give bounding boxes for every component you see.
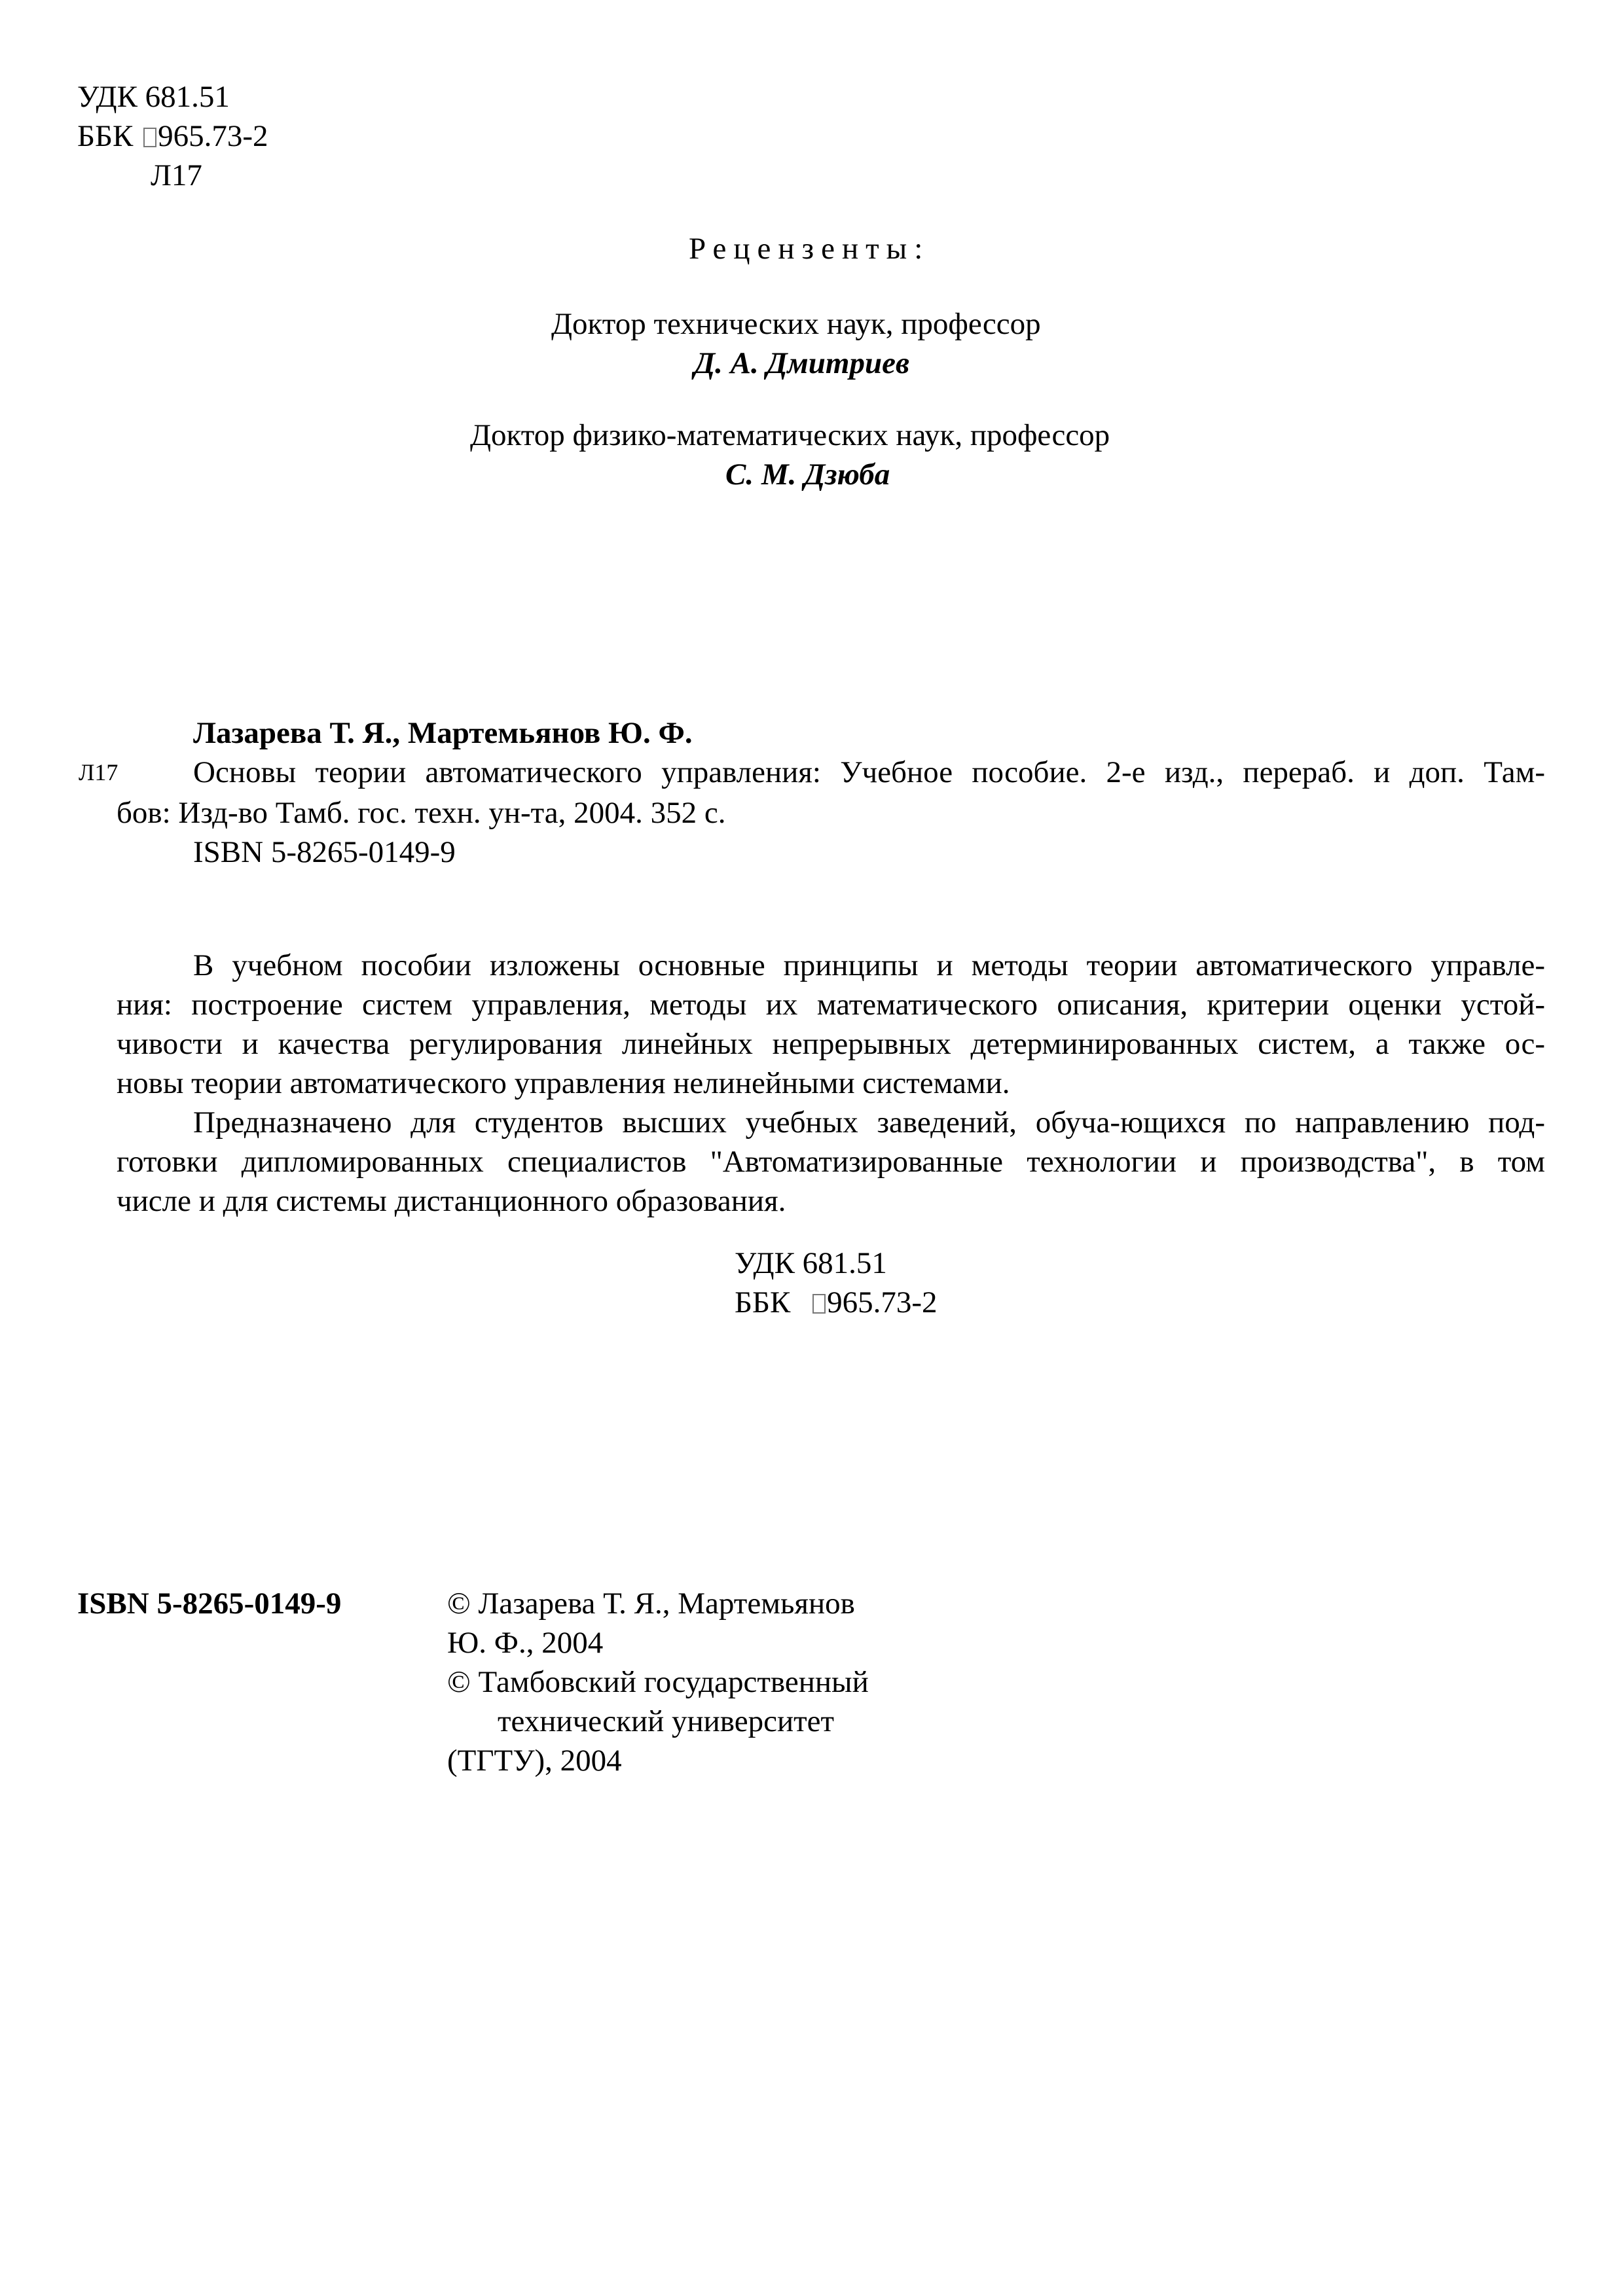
annotation-p1-line-3: чивости и качества регулирования линейных непрерывных детерминированных систем, а также ос- <box>117 1027 1545 1061</box>
copyright-isbn: ISBN 5-8265-0149-9 <box>77 1587 342 1621</box>
authors: Лазарева Т. Я., Мартемьянов Ю. Ф. <box>193 716 693 750</box>
annotation-p2-line-3: числе и для системы дистанционного образования. <box>117 1184 786 1218</box>
classification-udk: УДК 681.51 <box>735 1246 887 1280</box>
copyright-2-line-3: (ТГТУ), 2004 <box>447 1744 622 1778</box>
reviewer-2-name: С. М. Дзюба <box>725 457 890 492</box>
header-bbk-value: 965.73-2 <box>158 119 268 153</box>
header-bbk <box>77 117 268 156</box>
header-code: Л17 <box>151 158 202 192</box>
reviewer-1-degree: Доктор технических наук, профессор <box>551 307 1041 341</box>
annotation-p2-line-1: Предназначено для студентов высших учебных заведений, обуча-ющихся по направлению под- <box>193 1105 1545 1139</box>
header-udk: УДК 681.51 <box>77 80 230 114</box>
biblio-line-2: бов: Изд-во Тамб. гос. техн. ун-та, 2004. 352 с. <box>117 796 726 830</box>
copyright-2-line-2: технический университет <box>498 1704 835 1738</box>
annotation-p1-line-4: новы теории автоматического управления нелинейными системами. <box>117 1066 1010 1100</box>
biblio-isbn: ISBN 5-8265-0149-9 <box>193 835 456 869</box>
classification-bbk-label: ББК <box>735 1285 791 1319</box>
biblio-line-1: Основы теории автоматического управления: Учебное пособие. 2-е изд., перераб. и доп. Там- <box>193 755 1545 789</box>
reviewer-2-degree: Доктор физико-математических наук, профессор <box>470 418 1110 452</box>
copyright-1-line-2: Ю. Ф., 2004 <box>447 1626 604 1660</box>
missing-glyph-icon <box>812 1294 826 1314</box>
biblio-code: Л17 <box>79 759 119 785</box>
missing-glyph-icon <box>143 128 156 147</box>
copyright-2-line-1: © Тамбовский государственный <box>447 1665 869 1699</box>
reviewers-title: Рецензенты: <box>689 232 930 266</box>
header-bbk-label: ББК <box>77 119 134 153</box>
classification-bbk <box>735 1283 937 1322</box>
annotation-p1-line-2: ния: построение систем управления, методы их математического описания, критерии оценки устой- <box>117 988 1545 1022</box>
reviewer-1-name: Д. А. Дмитриев <box>694 346 909 380</box>
copyright-1-line-1: © Лазарева Т. Я., Мартемьянов <box>447 1587 855 1621</box>
classification-bbk-value: 965.73-2 <box>827 1285 938 1319</box>
annotation-p2-line-2: готовки дипломированных специалистов "Автоматизированные технологии и производства", в том <box>117 1145 1545 1179</box>
annotation-p1-line-1: В учебном пособии изложены основные принципы и методы теории автоматического управле- <box>193 948 1545 982</box>
